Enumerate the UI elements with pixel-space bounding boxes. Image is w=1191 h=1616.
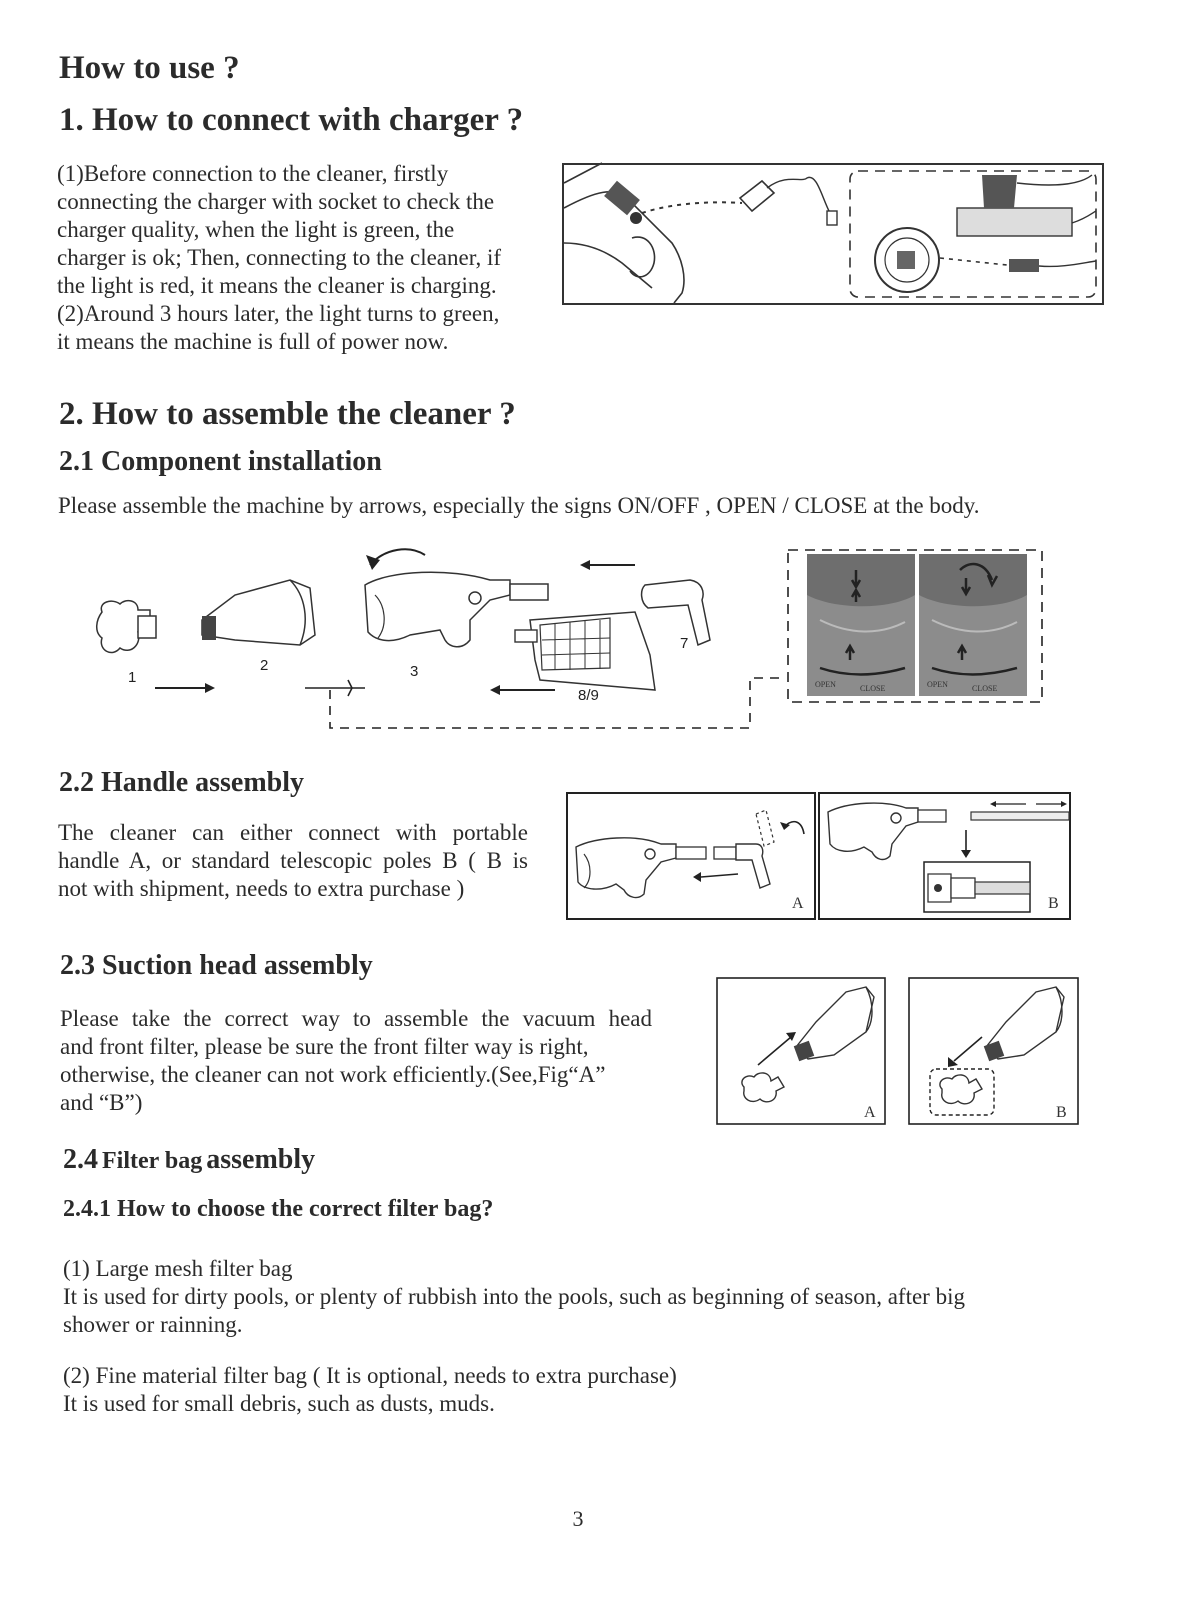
section2-1-heading: 2.1 Component installation [59, 446, 382, 477]
section2-4-1-heading: 2.4.1 How to choose the correct filter bag? [63, 1196, 494, 1222]
filter-bag-item-2 [63, 1362, 1113, 1418]
suction-head-figure [716, 977, 1080, 1127]
section2-4-heading-mid: Filter bag [102, 1148, 203, 1174]
part-label-3: 3 [410, 663, 419, 680]
handle-assembly-figure [566, 792, 1072, 922]
filter-bag-item-2-title: (2) Fine material filter bag ( It is optional, needs to extra purchase) [63, 1363, 677, 1388]
section2-4-heading-end: assembly [206, 1144, 316, 1175]
handle-fig-b-label: B [1048, 895, 1059, 912]
cleaner-lower-drawing [630, 237, 655, 277]
section2-2-line: handle A, or standard telescopic poles B ( B is [58, 848, 528, 873]
section1-heading: 1. How to connect with charger ? [59, 102, 524, 138]
handle-a-drawing [736, 844, 770, 888]
filter-bag-item-1-title: (1) Large mesh filter bag [63, 1256, 293, 1281]
charger-plug-drawing [982, 175, 1017, 208]
component-installation-figure [90, 540, 1050, 740]
section1-line: (2)Around 3 hours later, the light turns to green, [57, 301, 500, 326]
part-label-1: 1 [128, 669, 137, 686]
page-title: How to use ? [59, 50, 240, 86]
vacuum-head-b-drawing [940, 1075, 982, 1104]
part-label-7: 7 [680, 635, 689, 652]
photo-label-close: CLOSE [860, 684, 886, 693]
plug-connector-drawing [827, 211, 837, 225]
section1-line: charger is ok; Then, connecting to the cleaner, if [57, 245, 502, 270]
vacuum-head-a-drawing [742, 1073, 784, 1102]
dc-plug-drawing [1009, 259, 1039, 272]
section2-4-heading-num: 2.4 [63, 1144, 98, 1175]
section2-heading: 2. How to assemble the cleaner ? [59, 396, 516, 432]
telescopic-pole-drawing [971, 812, 1069, 820]
section1-line: charger quality, when the light is green, the [57, 217, 455, 242]
part-label-2: 2 [260, 657, 269, 674]
part-vacuum-head-drawing [97, 601, 156, 653]
section2-1-text: Please assemble the machine by arrows, especially the signs ON/OFF , OPEN / CLOSE at the body. [58, 493, 980, 518]
section1-line: (1)Before connection to the cleaner, firstly [57, 161, 449, 186]
section1-line: the light is red, it means the cleaner is charging. [57, 273, 497, 298]
charger-brick-drawing [957, 208, 1072, 236]
photo-label-open: OPEN [815, 680, 836, 689]
section2-2-heading: 2.2 Handle assembly [59, 767, 305, 798]
plug-adapter-drawing [740, 181, 774, 211]
section1-text [57, 160, 552, 356]
section2-3-line: and front filter, please be sure the front filter way is right, [60, 1034, 589, 1059]
charger-link-dotted [642, 202, 742, 213]
cleaner-handle-drawing [564, 163, 684, 303]
section2-3-line: Please take the correct way to assemble the vacuum head [60, 1006, 652, 1031]
section2-2-line: The cleaner can either connect with portable [58, 820, 528, 845]
page-number: 3 [572, 1506, 584, 1531]
cleaner-body-a-drawing [576, 838, 676, 898]
arrow-left-a [701, 874, 738, 877]
socket-link-dotted [940, 258, 1007, 265]
suction-fig-a-label: A [864, 1104, 876, 1121]
section2-2-text [58, 819, 528, 903]
plug-cable-drawing [767, 177, 834, 223]
section2-3-line: and “B”) [60, 1090, 143, 1115]
rotate-arrow-drawing [370, 549, 425, 565]
filter-bag-item-1-line: shower or rainning. [63, 1312, 243, 1337]
arrow-up-a [758, 1037, 791, 1065]
filter-bag-item-2-text: It is used for small debris, such as dusts, muds. [63, 1391, 495, 1416]
part-front-filter-drawing [202, 580, 315, 645]
photo-label-open: OPEN [927, 680, 948, 689]
arrow-down-b [954, 1037, 982, 1061]
charger-figure [562, 163, 1104, 306]
charger-port-drawing [604, 181, 640, 216]
filter-bag-item-1 [63, 1255, 1113, 1339]
section1-line: it means the machine is full of power now. [57, 329, 449, 354]
filter-bag-item-1-line: It is used for dirty pools, or plenty of rubbish into the pools, such as beginning of season, after big [63, 1284, 965, 1309]
suction-fig-b-label: B [1056, 1104, 1067, 1121]
section2-3-text [60, 1005, 652, 1117]
part-label-8-9: 8/9 [578, 687, 599, 704]
dashed-connector-drawing [330, 678, 785, 728]
section2-3-line: otherwise, the cleaner can not work efficiently.(See,Fig“A” [60, 1062, 606, 1087]
photo-label-close: CLOSE [972, 684, 998, 693]
section2-2-line: not with shipment, needs to extra purchase ) [58, 876, 465, 901]
charge-socket-drawing [630, 212, 642, 224]
part-filter-basket-drawing [515, 612, 655, 690]
handle-fig-a-label: A [792, 895, 804, 912]
section2-3-heading: 2.3 Suction head assembly [60, 950, 373, 981]
section2-4-heading [63, 1144, 315, 1176]
part-handle-drawing [642, 580, 710, 645]
cleaner-body-b-drawing [828, 803, 918, 859]
section1-line: connecting the charger with socket to check the [57, 189, 495, 214]
